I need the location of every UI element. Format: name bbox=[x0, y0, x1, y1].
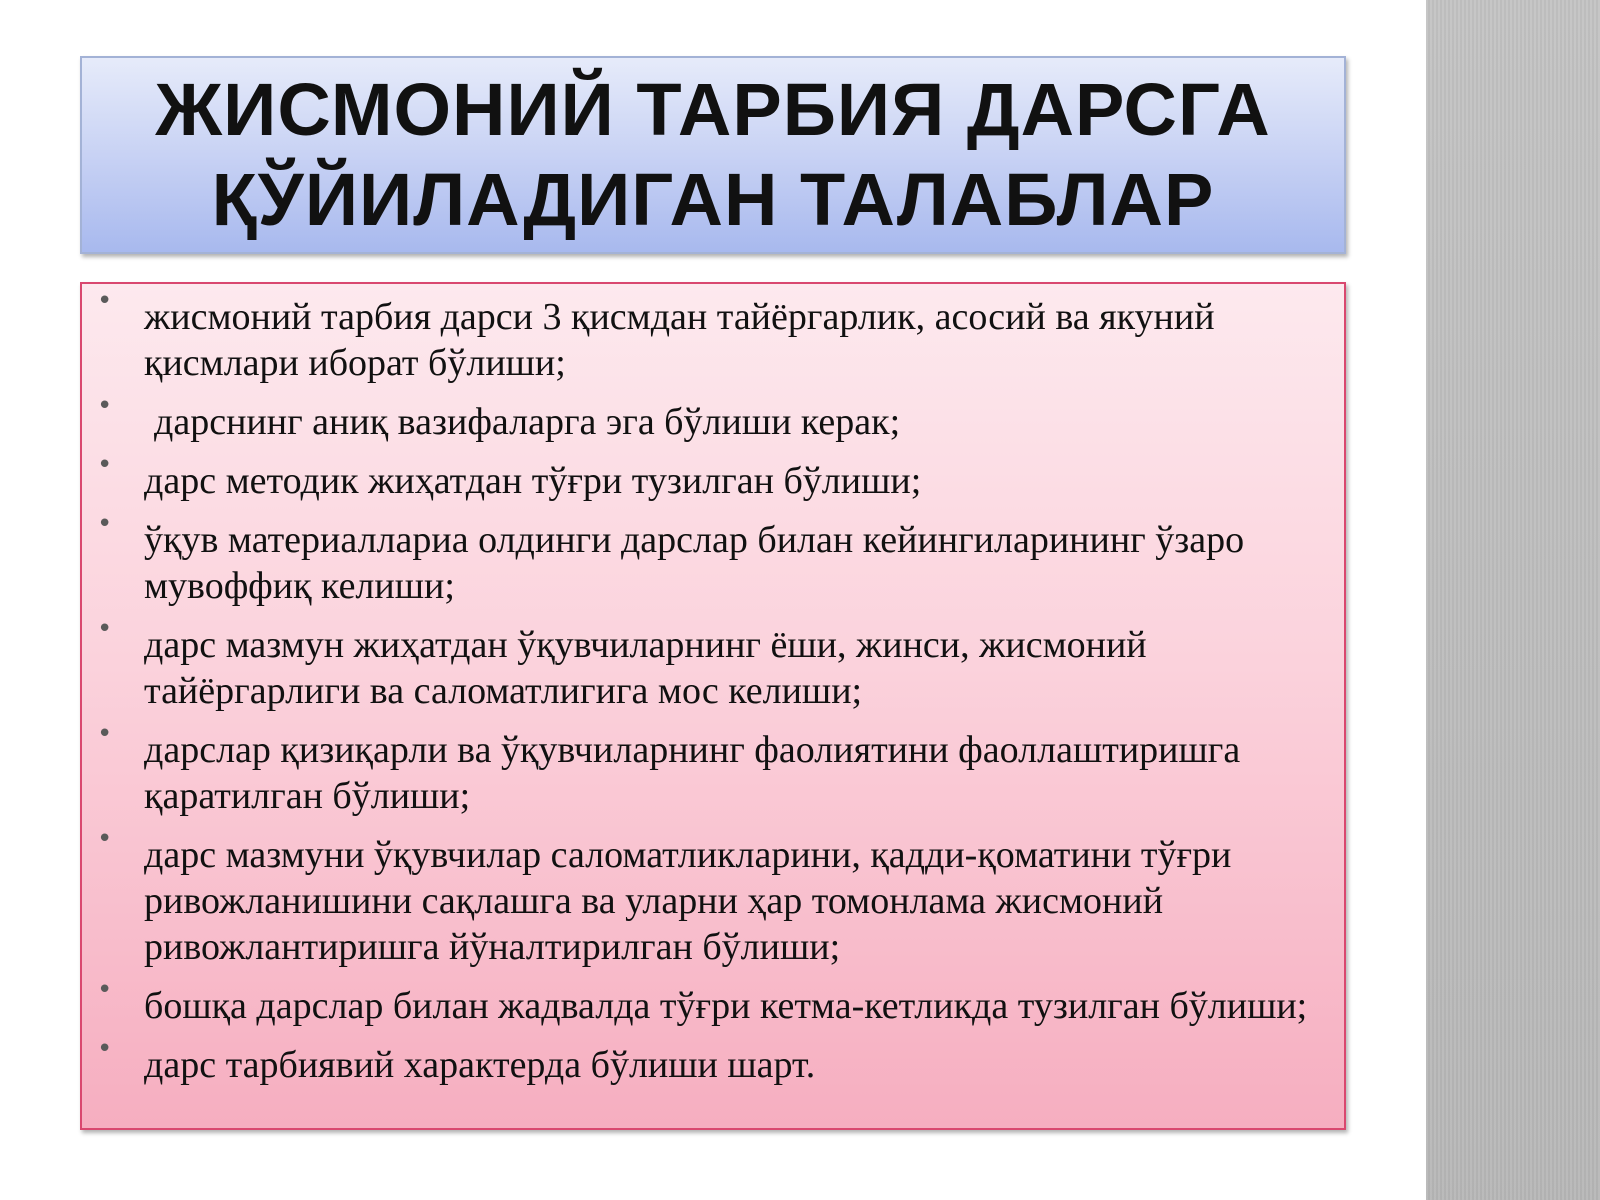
list-item-text: жисмоний тарбия дарси 3 қисмдан тайёргарлик, асосий ва якуний қисмлари иборат бўлиши; bbox=[144, 296, 1215, 384]
list-item bbox=[82, 614, 1324, 714]
list-item bbox=[82, 719, 1324, 819]
bullet-icon: • bbox=[97, 614, 113, 644]
bullet-icon: • bbox=[97, 1034, 113, 1064]
list-item-text: ўқув материаллариа олдинги дарслар билан кейингиларининг ўзаро мувоффиқ келиши; bbox=[144, 519, 1245, 607]
bullet-icon: • bbox=[97, 450, 113, 480]
list-item-text: дарс тарбиявий характерда бўлиши шарт. bbox=[144, 1044, 816, 1086]
list-item bbox=[82, 450, 1324, 504]
bullet-icon: • bbox=[97, 286, 113, 316]
list-item-text: бошқа дарслар билан жадвалда тўғри кетма-кетликда тузилган бўлиши; bbox=[144, 985, 1308, 1027]
bullet-icon: • bbox=[97, 391, 113, 421]
bullet-icon: • bbox=[97, 824, 113, 854]
title-box bbox=[80, 56, 1346, 254]
bullet-icon: • bbox=[97, 509, 113, 539]
bullet-icon: • bbox=[97, 719, 113, 749]
bullet-icon: • bbox=[97, 975, 113, 1005]
bullet-list bbox=[82, 284, 1344, 1088]
list-item-text: дарс мазмун жиҳатдан ўқувчиларнинг ёши, жинси, жисмоний тайёргарлиги ва саломатлигига мос келиши; bbox=[144, 624, 1147, 712]
list-item bbox=[82, 391, 1324, 445]
list-item-text: дарс мазмуни ўқувчилар саломатликларини, қадди-қоматини тўғри ривожланишини сақлашга ва уларни ҳар томонлама жисмоний ривожлантиришга йўналтирилган бўлиши; bbox=[144, 834, 1232, 968]
list-item bbox=[82, 1034, 1324, 1088]
list-item-text: дарс методик жиҳатдан тўғри тузилган бўлиши; bbox=[144, 460, 922, 502]
content-box bbox=[80, 282, 1346, 1130]
list-item-text: дарслар қизиқарли ва ўқувчиларнинг фаолиятини фаоллаштиришга қаратилган бўлиши; bbox=[144, 729, 1241, 817]
list-item bbox=[82, 975, 1324, 1029]
list-item bbox=[82, 824, 1324, 970]
list-item bbox=[82, 286, 1324, 386]
slide-title: ЖИСМОНИЙ ТАРБИЯ ДАРСГА ҚЎЙИЛАДИГАН ТАЛАБЛАР bbox=[155, 68, 1271, 241]
list-item-text: дарснинг аниқ вазифаларга эга бўлиши керак; bbox=[154, 401, 901, 443]
decorative-side-strip bbox=[1426, 0, 1600, 1200]
list-item bbox=[82, 509, 1324, 609]
